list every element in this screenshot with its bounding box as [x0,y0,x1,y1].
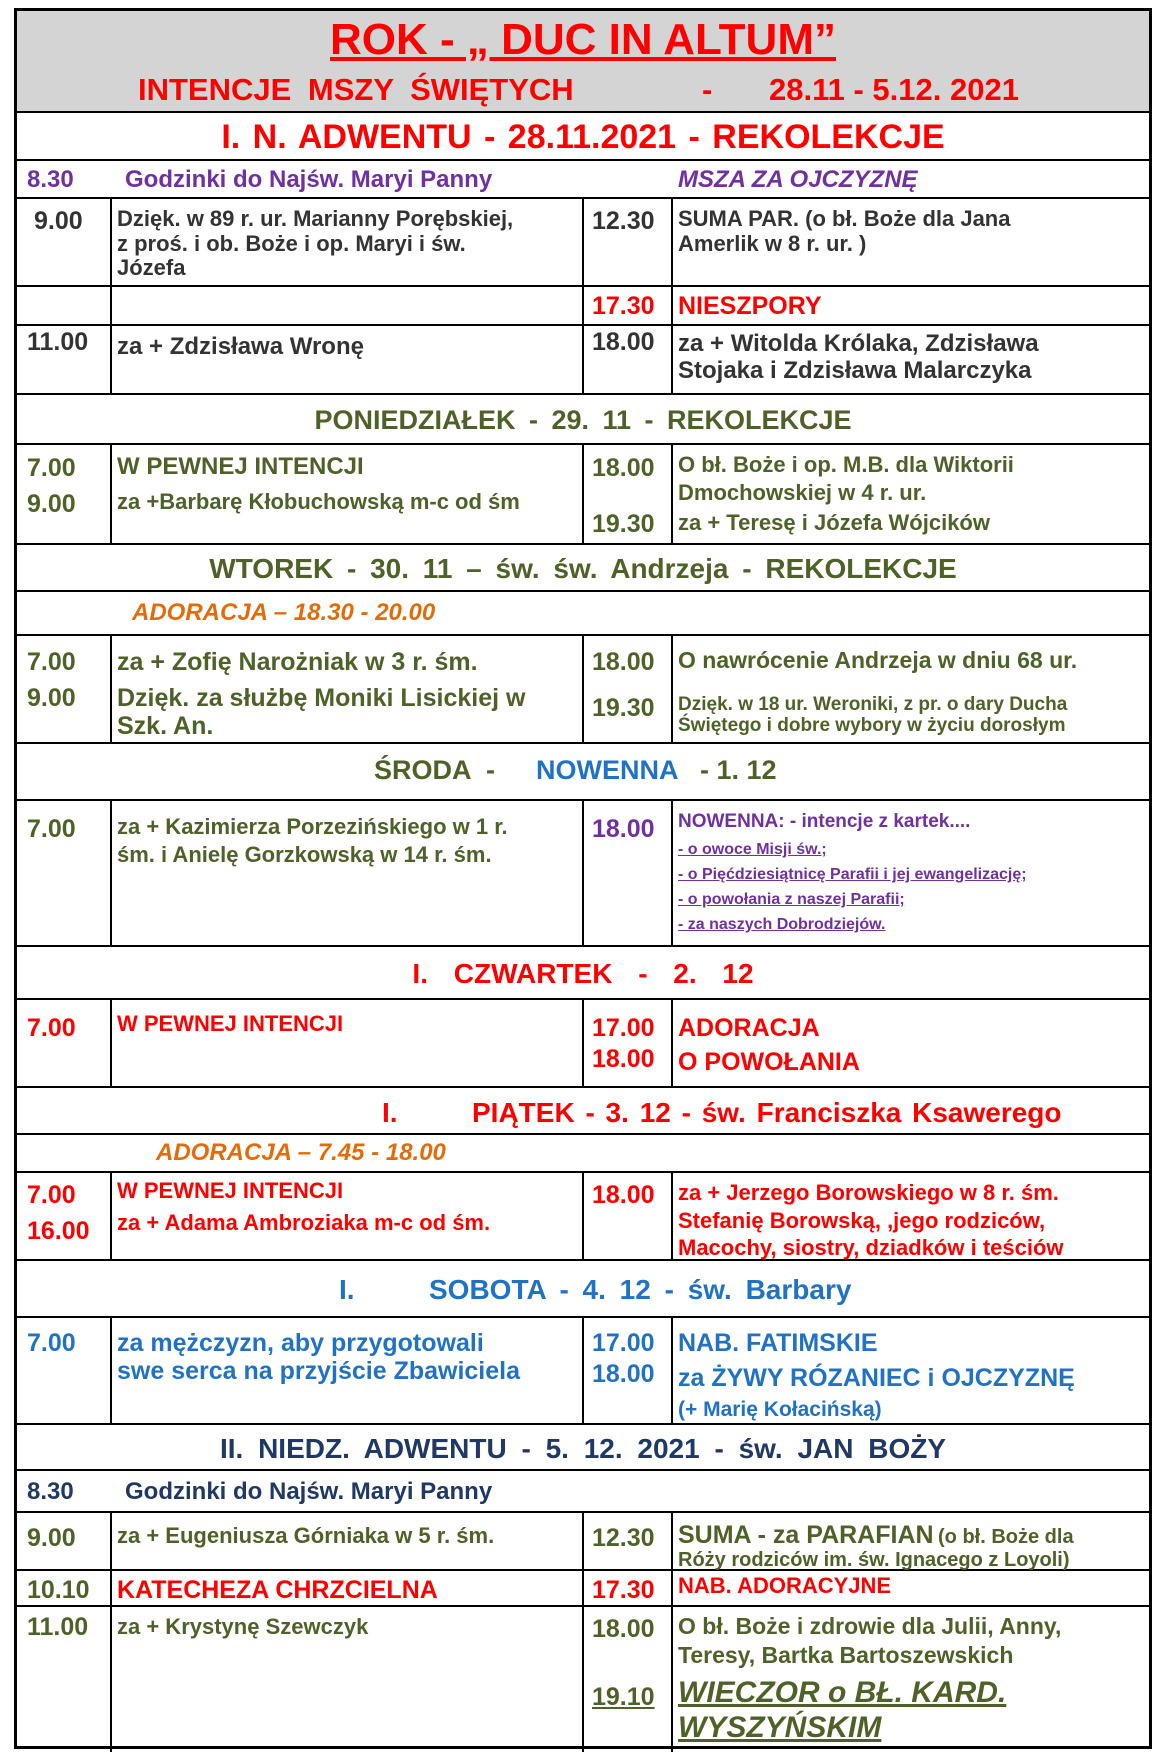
time-1230: 12.30 [592,1524,655,1552]
intention-1800-note: (+ Marię Kołacińską) [678,1398,882,1421]
time-900: 9.00 [27,1524,76,1552]
column-divider [671,1318,673,1425]
column-divider [110,801,112,947]
time-1010: 10.10 [27,1576,90,1604]
column-divider [671,445,673,545]
godzinki-text: Godzinki do Najśw. Maryi Panny [125,1478,493,1505]
column-divider [110,1513,112,1752]
intention-line: WYSZYŃSKIM [678,1710,882,1744]
column-divider [110,445,112,545]
intention-1930 [678,694,1067,737]
column-divider [582,1513,584,1752]
intention-1800: O POWOŁANIA [678,1048,860,1076]
time-1700: 17.00 [592,1329,655,1357]
time-700: 7.00 [27,648,76,676]
time-1700: 17.00 [592,1014,655,1042]
column-divider [582,801,584,947]
intention-line: za + Jerzego Borowskiego w 8 r. śm. [678,1180,1059,1205]
day6-title-b: PIĄTEK - 3. 12 - św. Franciszka Ksawerego [472,1097,1062,1128]
intention-1100: za + Zdzisława Wronę [117,333,364,360]
page-title: ROK - „ DUC IN ALTUM” [330,15,836,64]
intention-line: WIECZOR o BŁ. KARD. [678,1676,1007,1709]
column-divider [582,199,584,395]
intention-1700: ADORACJA [678,1014,820,1042]
column-divider [671,1000,673,1088]
intention-line: za + Witolda Królaka, Zdzisława [678,330,1039,357]
nowenna-item: - o Pięćdziesiątnicę Parafii i jej ewangelizację; [678,866,1027,883]
wieczor-event [678,1676,1006,1745]
day4-title-a: ŚRODA - [374,755,495,785]
time-1100: 11.00 [27,328,89,356]
intention-1800 [678,1179,1064,1262]
time-1930: 19.30 [592,510,655,538]
intention-line: Róży rodziców im. św. Ignacego z Loyoli) [678,1549,1070,1571]
intention-900: za + Eugeniusza Górniaka w 5 r. śm. [117,1523,495,1548]
intention-line: Dzięk. w 89 r. ur. Marianny Porębskiej, [117,206,514,231]
intention-1800 [678,331,1039,385]
day3-adoracja-row [17,592,1149,636]
intention-1700: NAB. FATIMSKIE [678,1329,878,1357]
day1-row-godzinki [17,161,1149,199]
column-divider [582,445,584,545]
time-1230: 12.30 [592,207,655,235]
day7-title-b: SOBOTA - 4. 12 - św. Barbary [429,1274,852,1305]
intention-1800 [678,451,1014,506]
intention-line: Dzięk. w 18 ur. Weroniki, z pr. o dary Ducha [678,694,1068,715]
column-divider [110,1318,112,1425]
column-divider [110,1173,112,1261]
time-1800: 18.00 [592,1045,655,1073]
time-1100: 11.00 [27,1613,89,1641]
time-900: 9.00 [27,490,76,518]
suma-note: (o bł. Boże dla [938,1526,1074,1548]
time-1600: 16.00 [27,1217,90,1245]
time-1730: 17.30 [592,1576,655,1604]
time-1800: 18.00 [592,815,655,843]
intention-line: Szk. An. [117,712,214,740]
time-1730: 17.30 [592,292,655,320]
intention-line: Świętego i dobre wybory w życiu dorosłym [678,715,1066,737]
day8-title: II. NIEDZ. ADWENTU - 5. 12. 2021 - św. JAN BOŻY [219,1433,947,1464]
day6-adoracja-row [17,1135,1149,1173]
intention-700: W PEWNEJ INTENCJI [117,1178,344,1203]
intention-line: śm. i Anielę Gorzkowską w 14 r. śm. [117,841,492,867]
intention-900 [117,684,525,740]
day8-header [17,1425,1149,1471]
subtitle-dates: 28.11 - 5.12. 2021 [769,72,1019,107]
day8-row-godzinki [17,1471,1149,1513]
intention-700: W PEWNEJ INTENCJI [117,1011,344,1036]
intention-1600: za + Adama Ambroziaka m-c od śm. [117,1210,491,1235]
column-divider [582,636,584,744]
intention-1010: KATECHEZA CHRZCIELNA [117,1576,438,1604]
intention-line: Teresy, Bartka Bartoszewskich [678,1641,1014,1668]
intention-line: z proś. i ob. Boże i op. Maryi i św. [117,230,466,256]
day7-title-a: I. [339,1274,355,1305]
intention-1100: za + Krystynę Szewczyk [117,1614,369,1639]
nowenna-heading: NOWENNA: - intencje z kartek.... [678,811,971,832]
intention-line: Józefa [117,255,186,281]
column-divider [671,1173,673,1261]
suma-label: SUMA - za PARAFIAN [678,1521,934,1549]
intention-700 [117,813,508,868]
time-700: 7.00 [27,1181,76,1209]
day6-header [17,1088,1149,1135]
intention-line: Stefanię Borowską, ,jego rodziców, [678,1207,1046,1233]
column-divider [110,199,112,395]
intention-line: za mężczyzn, aby przygotowali [117,1329,484,1357]
column-divider [671,199,673,395]
adoracja-note: ADORACJA – 18.30 - 20.00 [132,599,436,626]
intention-700: W PEWNEJ INTENCJI [117,453,364,480]
time-1800: 18.00 [592,1615,655,1643]
column-divider [671,636,673,744]
header [17,11,1149,113]
intention-700 [117,1329,520,1385]
intention-900: za +Barbarę Kłobuchowską m-c od śm [117,489,520,514]
intention-line: O bł. Boże i zdrowie dla Julii, Anny, [678,1613,1062,1639]
time-700: 7.00 [27,815,76,843]
intention-1730: NAB. ADORACYJNE [678,1573,892,1598]
day3-header [17,545,1149,592]
intention-line: Stojaka i Zdzisława Malarczyka [678,356,1032,384]
time-1910: 19.10 [592,1683,655,1711]
nowenna-item: - za naszych Dobrodziejów. [678,916,886,933]
intention-1930: za + Teresę i Józefa Wójcików [678,510,990,535]
time-700: 7.00 [27,1014,76,1042]
intention-900 [117,207,513,281]
time-1800: 18.00 [592,328,655,356]
time-1800: 18.00 [592,1181,655,1209]
msza-ojczyzna: MSZA ZA OJCZYZNĘ [678,166,918,193]
time-830: 8.30 [27,166,74,193]
column-divider [110,636,112,744]
day4-header [17,744,1149,801]
intention-line: swe serca na przyjście Zbawiciela [117,1357,521,1385]
column-divider [582,1000,584,1088]
day7-header [17,1261,1149,1318]
intention-line [678,1521,1074,1549]
day4-title-nowenna: NOWENNA [536,755,679,785]
day3-title: WTOREK - 30. 11 – św. św. Andrzeja - REKOLEKCJE [209,553,957,584]
column-divider [671,1513,673,1752]
intention-line: Macochy, siostry, dziadków i teściów [678,1235,1064,1260]
day5-title: I. CZWARTEK - 2. 12 [412,958,754,989]
intention-1800: O nawrócenie Andrzeja w dniu 68 ur. [678,647,1078,673]
intention-700: za + Zofię Narożniak w 3 r. śm. [117,648,478,676]
time-700: 7.00 [27,1329,76,1357]
column-divider [582,1318,584,1425]
intention-line: SUMA PAR. (o bł. Boże dla Jana [678,206,1011,231]
intention-line: O bł. Boże i op. M.B. dla Wiktorii [678,452,1014,477]
schedule-sheet [14,8,1152,1749]
intention-1800: za ŻYWY RÓZANIEC i OJCZYZNĘ [678,1364,1075,1392]
time-900: 9.00 [34,207,83,235]
nieszpory: NIESZPORY [678,292,822,320]
nowenna-item: - o owoce Misji św.; [678,841,827,858]
day6-title-a: I. [382,1097,398,1128]
intention-line: Dmochowskiej w 4 r. ur. [678,479,927,505]
day4-title-c: - 1. 12 [700,755,777,785]
adoracja-note: ADORACJA – 7.45 - 18.00 [156,1139,446,1166]
time-1930: 19.30 [592,694,655,722]
intention-line: Dzięk. za służbę Moniki Lisickiej w [117,684,526,712]
time-900: 9.00 [27,684,76,712]
page-subtitle: INTENCJE MSZY ŚWIĘTYCH [138,72,574,107]
day2-title: PONIEDZIAŁEK - 29. 11 - REKOLEKCJE [314,405,852,435]
intention-line: za + Kazimierza Porzezińskiego w 1 r. [117,814,508,839]
day1-header [17,113,1149,161]
intention-line: Amerlik w 8 r. ur. ) [678,230,867,256]
intention-1230 [678,207,1010,256]
day2-header [17,395,1149,445]
time-700: 7.00 [27,454,76,482]
godzinki-text: Godzinki do Najśw. Maryi Panny [125,166,493,193]
time-1800: 18.00 [592,648,655,676]
intention-1800 [678,1612,1061,1670]
day5-header [17,947,1149,1000]
intention-1230 [678,1521,1074,1571]
subtitle-dash: - [702,72,713,107]
nowenna-item: - o powołania z naszej Parafii; [678,891,905,908]
time-830: 8.30 [27,1478,74,1505]
column-divider [110,1000,112,1088]
column-divider [671,801,673,947]
time-1800: 18.00 [592,454,655,482]
column-divider [582,1173,584,1261]
time-1800: 18.00 [592,1360,655,1388]
day1-title: I. N. ADWENTU - 28.11.2021 - REKOLEKCJE [221,118,945,156]
